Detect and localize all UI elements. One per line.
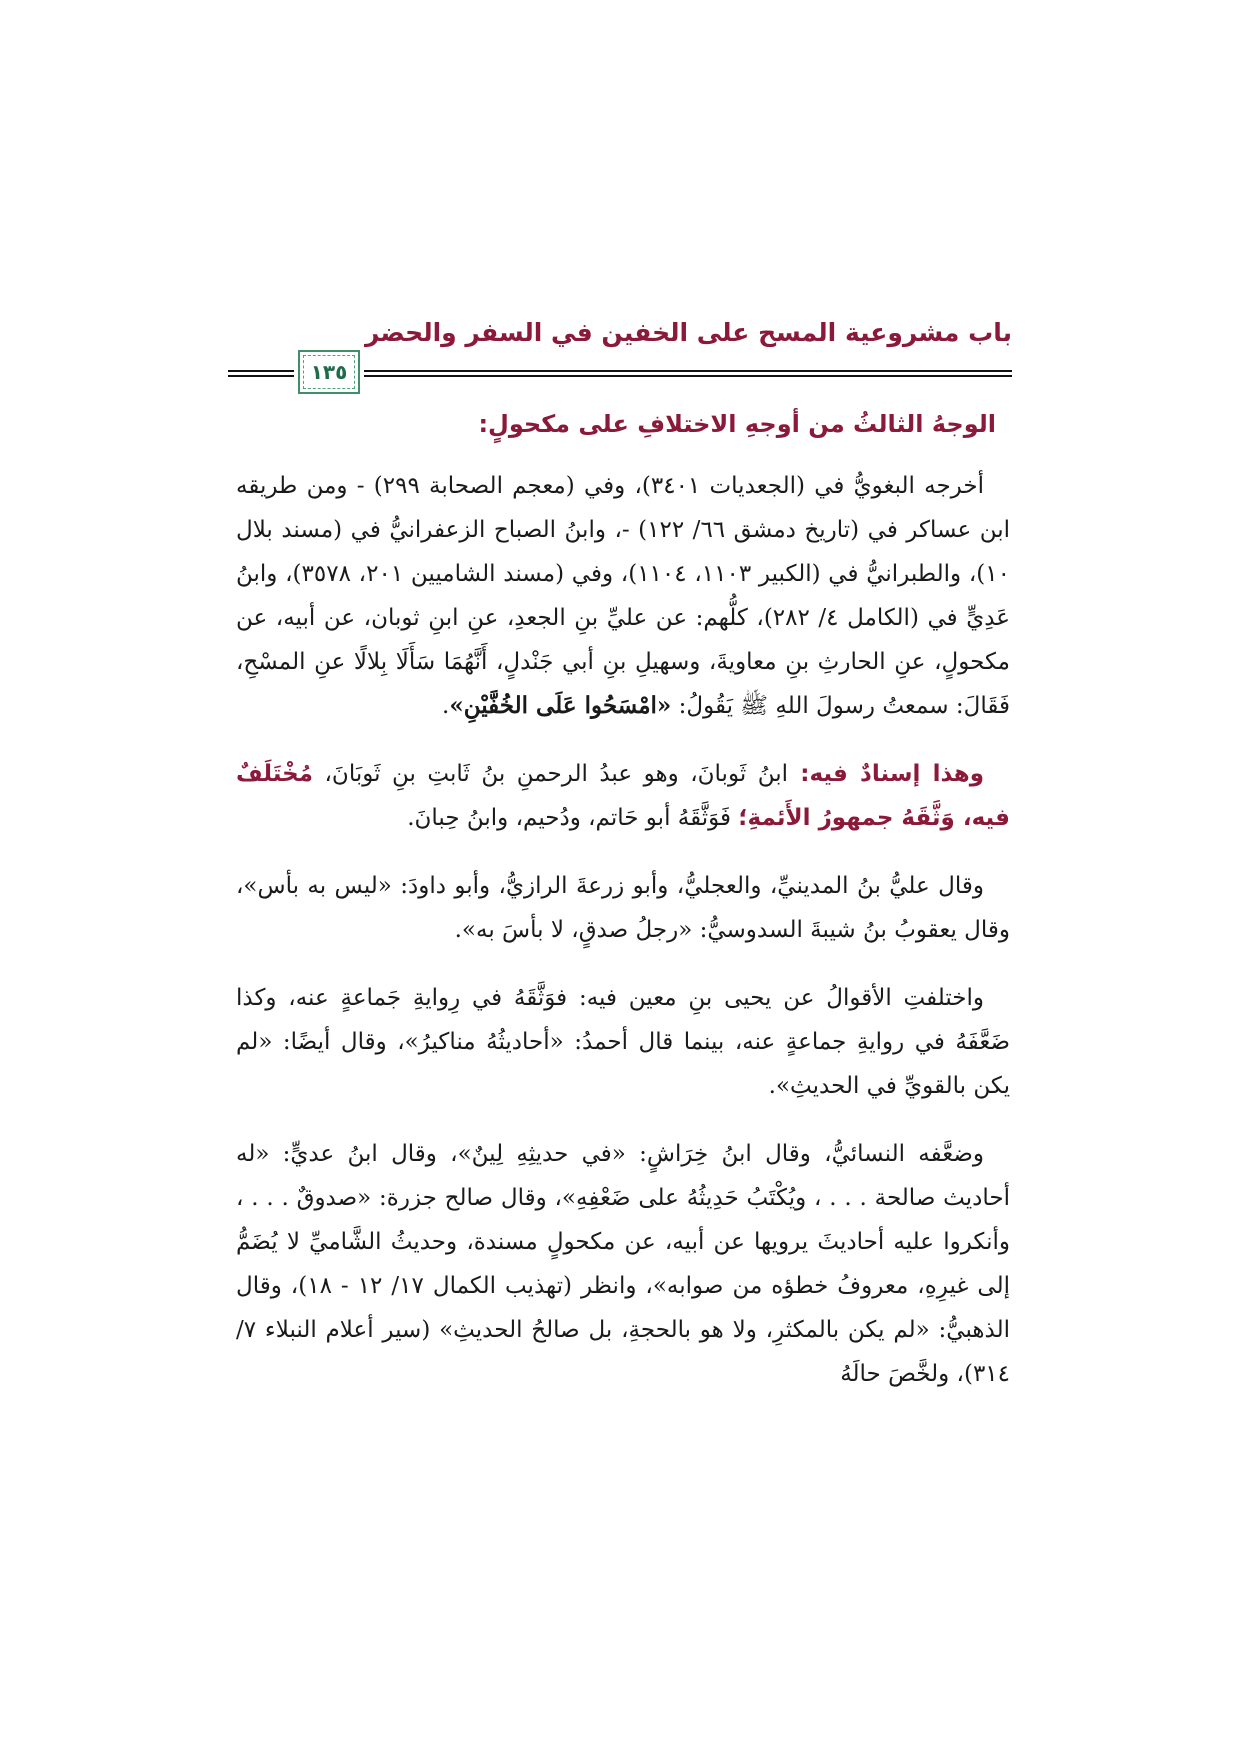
paragraph-tadeef: وضعَّفه النسائيُّ، وقال ابنُ خِرَاشٍ: «في حديثِهِ لِينٌ»، وقال ابنُ عديٍّ: «له أحاديث صالحة . . . ، ويُكْتَبُ حَدِيثُهُ على ضَعْفِهِ»، وقال صالح جزرة: «صدوقٌ . . . ، وأنكروا عليه أحاديثَ يرويها عن أبيه، عن مكحولٍ مسندة، وحديثُ الشَّاميِّ لا يُضَمُّ إلى غيرِهِ، معروفُ خطؤه من صوابه»، وانظر (تهذيب الكمال ١٧/ ١٢ - ١٨)، وقال الذهبيُّ: «لم يكن بالمكثرِ، ولا هو بالحجةِ، بل صالحُ الحديثِ» (سير أعلام النبلاء ٧/ ٣١٤)، ولخَّصَ حالَهُ xyxy=(236,1141,1011,1387)
hadith-quote: «امْسَحُوا عَلَى الخُفَّيْنِ» xyxy=(449,692,672,719)
page-number: ١٣٥ xyxy=(310,360,348,384)
paragraph-text: أخرجه البغويُّ في (الجعديات ٣٤٠١)، وفي (معجم الصحابة ٢٩٩) - ومن طريقه ابن عساكر في (تاريخ دمشق ٦٦/ ١٢٢) -، وابنُ الصباح الزعفرانيُّ في (مسند بلال ١٠)، والطبرانيُّ في (الكبير ١١٠٣، ١١٠٤)، وفي (مسند الشاميين ٢٠١، ٣٥٧٨)، وابنُ عَدِيٍّ في (الكامل ٤/ ٢٨٢)، كلُّهم: عن عليِّ بنِ الجعدِ، عنِ ابنِ ثوبان، عن أبيه، عن مكحولٍ، عنِ الحارثِ بنِ معاويةَ، وسهيلِ بنِ أبي جَنْدلٍ، أَنَّهُمَا سَأَلَا بِلالًا عنِ المسْحِ، فَقَالَ: سمعتُ رسولَ اللهِ ﷺ يَقُولُ: xyxy=(236,473,1011,719)
paragraph-end: . xyxy=(442,693,450,719)
paragraph-text: فَوَثَّقَهُ أبو حَاتم، ودُحيم، وابنُ حِبانَ. xyxy=(407,805,739,831)
paragraph-takhrij xyxy=(236,464,1010,728)
page-body xyxy=(236,410,1010,1420)
page-header xyxy=(228,318,1012,388)
paragraph-ibn-maeen: واختلفتِ الأقوالُ عن يحيى بنِ معين فيه: فوَثَّقَهُ في رِوايةِ جَماعةٍ عنه، وكذا ضَعَّفَهُ في روايةِ جماعةٍ عنه، بينما قال أحمدُ: «أحاديثُهُ مناكيرُ»، وقال أيضًا: «لم يكن بالقويِّ في الحديثِ». xyxy=(236,985,1010,1099)
isnad-highlight: مُخْتَلَفٌ فيه، وَثَّقَهُ جمهورُ الأَئمةِ؛ xyxy=(236,761,1010,831)
paragraph-text: ابنُ ثَوبانَ، وهو عبدُ الرحمنِ بنُ ثَابتِ بنِ ثَوبَانَ، xyxy=(313,761,789,787)
paragraph-tawthiq: وقال عليُّ بنُ المدينيِّ، والعجليُّ، وأبو زرعةَ الرازيُّ، وأبو داودَ: «ليس به بأس»، وقال يعقوبُ بنُ شيبةَ السدوسيُّ: «رجلُ صدقٍ، لا بأسَ به». xyxy=(236,873,1010,943)
running-title: باب مشروعية المسح على الخفين في السفر والحضر xyxy=(365,318,1012,347)
isnad-lead: وهذا إسنادٌ فيه: xyxy=(788,761,984,787)
paragraph-isnad xyxy=(236,752,1010,840)
section-heading: الوجهُ الثالثُ من أوجهِ الاختلافِ على مكحولٍ: xyxy=(478,410,996,438)
page-number-badge xyxy=(298,350,360,394)
header-rule-right xyxy=(364,370,1012,377)
header-rule-left xyxy=(228,370,294,377)
